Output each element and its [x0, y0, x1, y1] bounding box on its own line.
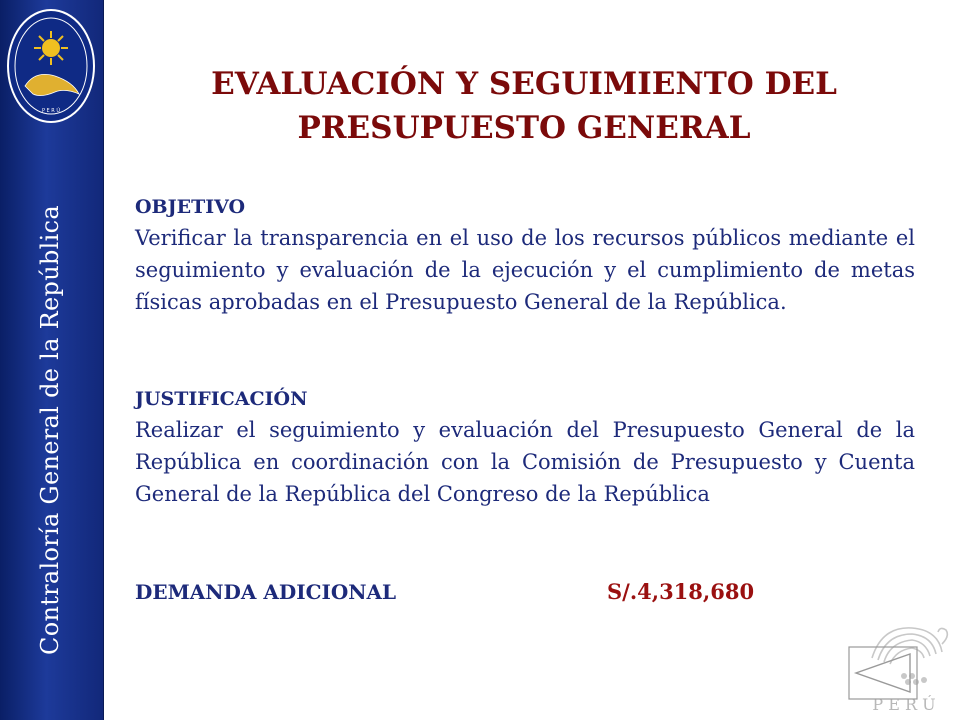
page-title [120, 62, 928, 150]
sidebar-vertical-title: Contraloría General de la República [36, 205, 64, 655]
objetivo-text: Verificar la transparencia en el uso de los recursos públicos mediante el seguimiento y evaluación de la ejecución y el cumplimiento de metas físicas aprobadas en el Presupuesto General de la República. [135, 226, 915, 314]
back-button[interactable] [848, 646, 918, 700]
demanda-label: DEMANDA ADICIONAL [135, 580, 397, 604]
peru-logo-text: P E R Ú [872, 695, 936, 714]
sidebar [0, 0, 104, 720]
title-line-1: EVALUACIÓN Y SEGUIMIENTO DEL [211, 66, 837, 102]
svg-text:P E R Ú: P E R Ú [41, 108, 61, 114]
contraloria-seal-icon [5, 6, 97, 130]
justificacion-text: Realizar el seguimiento y evaluación del Presupuesto General de la República en coordinación con la Comisión de Presupuesto y Cuenta General de la República del Congreso de la República [135, 418, 915, 506]
justificacion-heading: JUSTIFICACIÓN [135, 388, 308, 410]
objetivo-heading: OBJETIVO [135, 196, 246, 218]
back-triangle-icon [856, 654, 910, 692]
title-line-2: PRESUPUESTO GENERAL [297, 110, 751, 146]
demanda-amount: S/.4,318,680 [607, 579, 755, 604]
